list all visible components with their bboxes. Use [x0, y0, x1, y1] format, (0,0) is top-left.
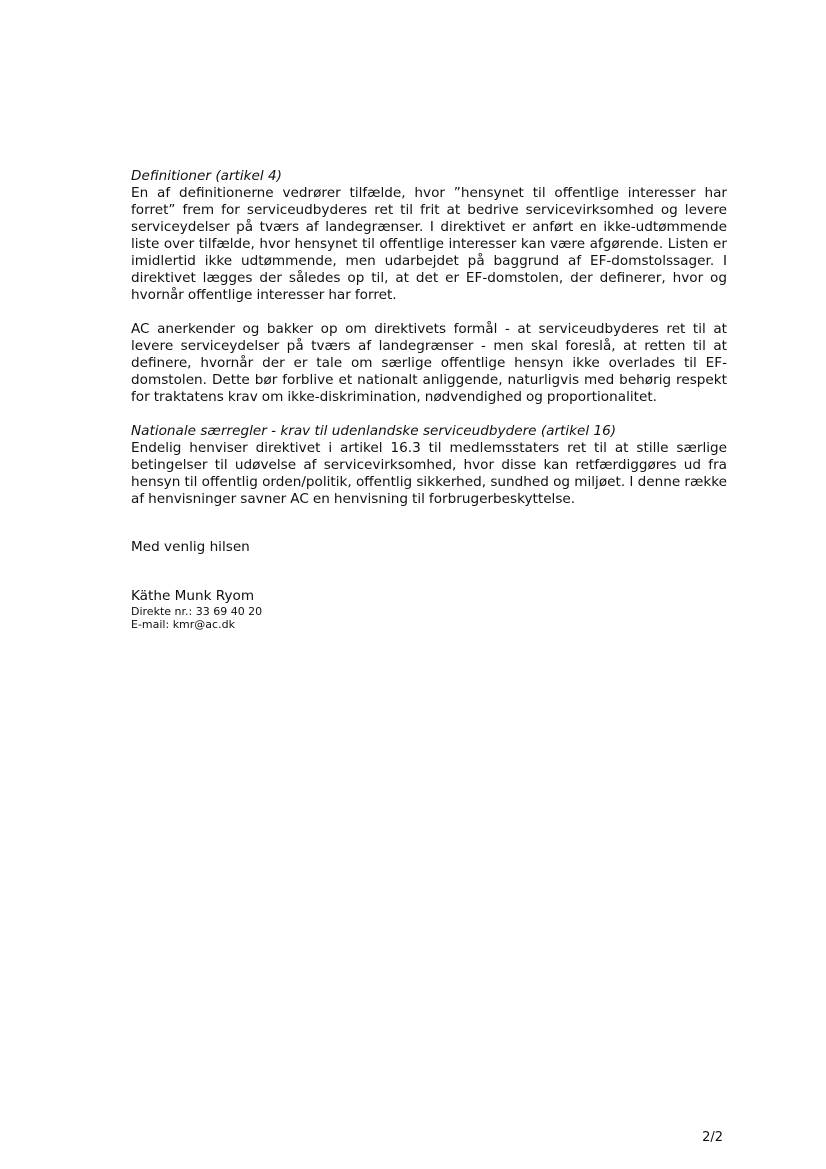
paragraph-national-rules: Endelig henviser direktivet i artikel 16.3 til medlemsstaters ret til at stille særlige betingelser til udøvelse af servicevirksomhed, hvor disse kan retfærdiggøres ud fra hensyn til offentlig orden/politik, offentlig sikkerhed, sundhed og miljøet. I denne række af henvisninger savner AC en henvisning til forbrugerbeskyttelse. — [131, 440, 727, 507]
paragraph-spacer — [131, 406, 727, 423]
signer-phone: Direkte nr.: 33 69 40 20 — [131, 605, 263, 618]
section-heading-definitions: Definitioner (artikel 4) — [131, 168, 282, 184]
document-body — [131, 168, 727, 631]
closing-greeting: Med venlig hilsen — [131, 539, 250, 555]
page-number: 2/2 — [702, 1130, 723, 1145]
signature-spacer — [131, 556, 727, 588]
paragraph-definitions: En af definitionerne vedrører tilfælde, hvor ”hensynet til offentlige interesser har forret” frem for serviceudbyderes ret til frit at bedrive servicevirksomhed og levere serviceydelser på tværs af landegrænser. I direktivet er anført en ikke-udtømmende liste over tilfælde, hvor hensynet til offentlige interesser kan være afgørende. Listen er imidlertid ikke udtømmende, men udarbejdet på baggrund af EF-domstolssager. I direktivet lægges der således op til, at det er EF-domstolen, der definerer, hvor og hvornår offentlige interesser har forret. — [131, 185, 727, 303]
signer-email: E-mail: kmr@ac.dk — [131, 618, 235, 631]
paragraph-spacer — [131, 508, 727, 539]
signer-name: Käthe Munk Ryom — [131, 588, 255, 604]
section-heading-national-rules: Nationale særregler - krav til udenlandske serviceudbydere (artikel 16) — [131, 423, 617, 439]
paragraph-ac-position: AC anerkender og bakker op om direktivets formål - at serviceudbyderes ret til at levere serviceydelser på tværs af landegrænser - men skal foreslå, at retten til at definere, hvornår der er tale om særlige offentlige hensyn ikke overlades til EF-domstolen. Dette bør forblive et nationalt anliggende, naturligvis med behørig respekt for traktatens krav om ikke-diskrimination, nødvendighed og proportionalitet. — [131, 321, 727, 405]
paragraph-spacer — [131, 304, 727, 321]
